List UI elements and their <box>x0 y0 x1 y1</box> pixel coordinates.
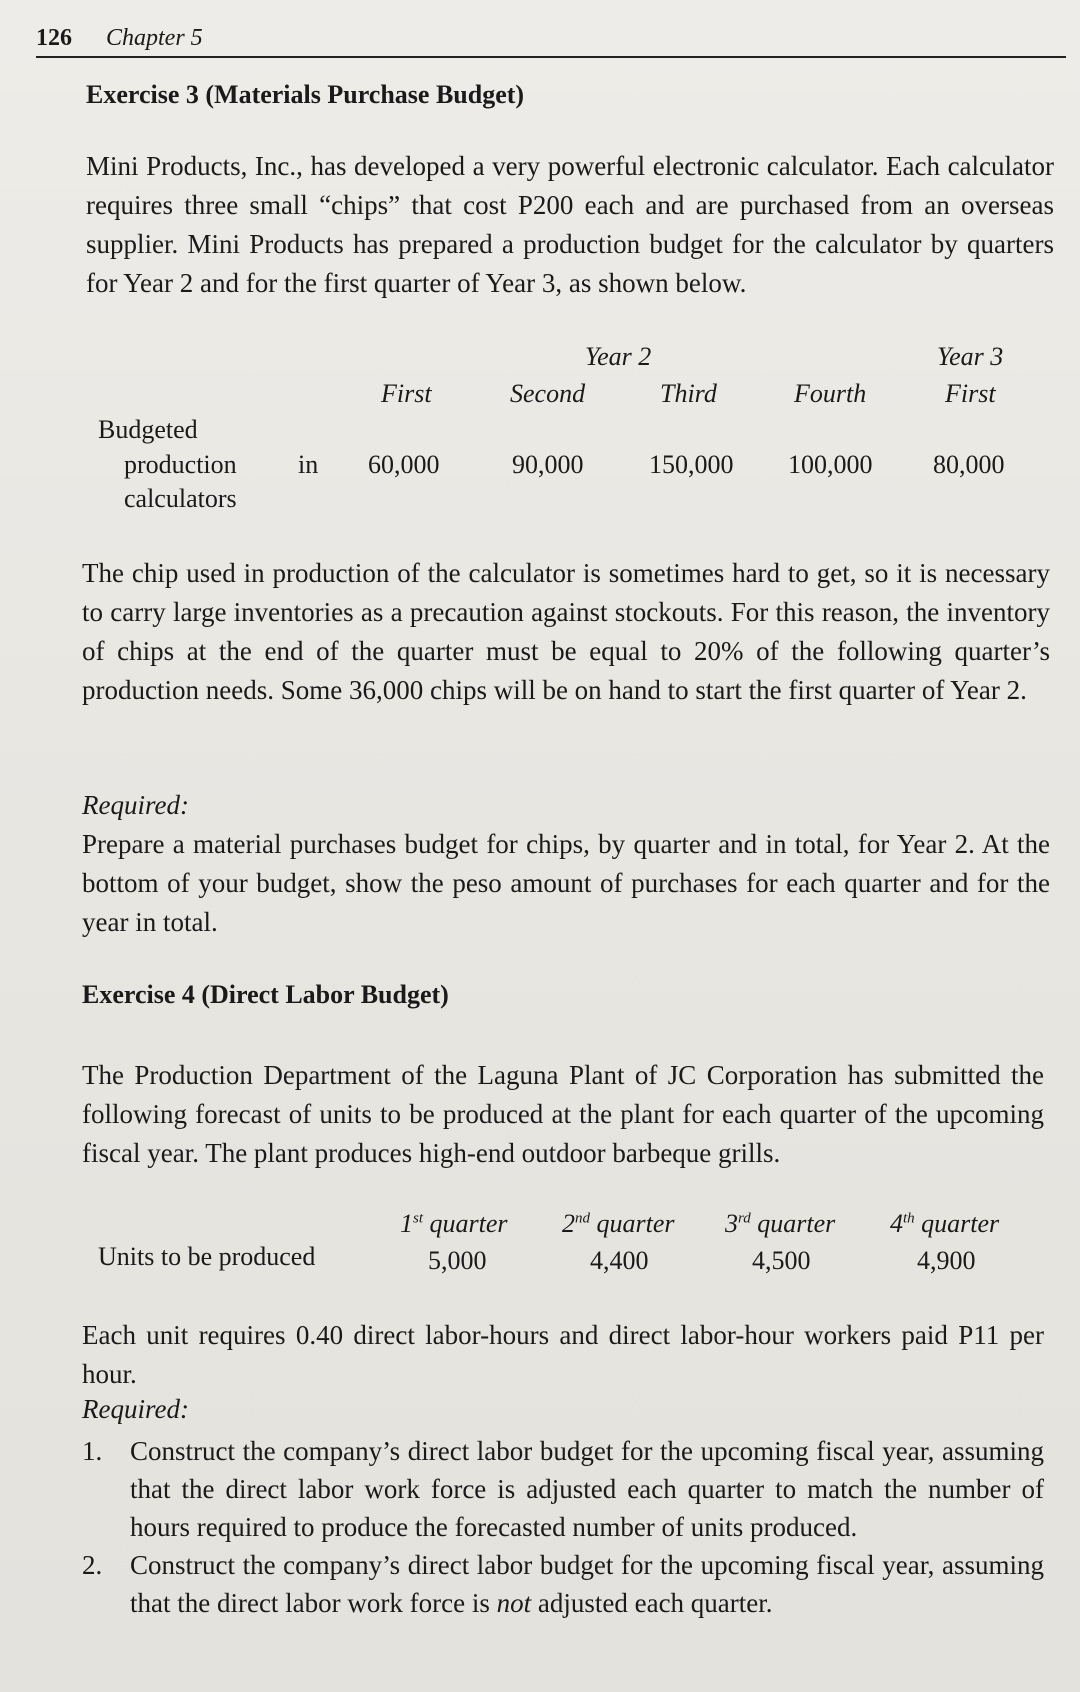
production-value: 150,000 <box>649 450 734 479</box>
exercise4-intro: The Production Department of the Laguna Plant of JC Corporation has submitted the following forecast of units to be produced at the plant for each quarter of the upcoming fiscal year. The plant produces high-end outdoor barbeque grills. <box>82 1060 1044 1168</box>
row-label-line3: calculators <box>124 484 237 513</box>
list-item-number: 1. <box>82 1436 103 1466</box>
exercise3-para2: The chip used in production of the calculator is sometimes hard to get, so it is necessary to carry large inventories as a precaution against stockouts. For this reason, the inventory of chips at the end of the quarter must be equal to 20% of the following quarter’s production needs. Some 36,000 chips will be on hand to start the first quarter of Year 2. <box>82 558 1050 705</box>
quarter-header: 3rd quarter <box>725 1209 836 1238</box>
page-header <box>36 18 1066 58</box>
quarter-header: First <box>945 379 996 408</box>
quarter-header: First <box>381 379 432 408</box>
exercise3-required-label: Required: <box>82 790 189 820</box>
units-row-label: Units to be produced <box>98 1242 316 1271</box>
units-value: 4,400 <box>590 1246 649 1275</box>
list-item-text: Construct the company’s direct labor budget for the upcoming fiscal year, assuming that the direct labor work force is adjusted each quarter to match the number of hours required to produce the forecasted number of units produced. <box>130 1436 1044 1542</box>
quarter-header: 2nd quarter <box>562 1209 675 1238</box>
quarter-header: Third <box>660 379 717 408</box>
list-item-text: Construct the company’s direct labor budget for the upcoming fiscal year, assuming that the direct labor work force is not adjusted each quarter. <box>130 1550 1044 1618</box>
exercise4-title: Exercise 4 (Direct Labor Budget) <box>82 980 449 1009</box>
exercise4-required-list <box>82 1432 1044 1622</box>
exercise4-required-label: Required: <box>82 1394 189 1424</box>
production-value: 60,000 <box>368 450 440 479</box>
units-value: 4,500 <box>752 1246 811 1275</box>
row-label-in: in <box>298 450 319 479</box>
production-value: 90,000 <box>512 450 584 479</box>
units-value: 4,900 <box>917 1246 976 1275</box>
units-value: 5,000 <box>428 1246 487 1275</box>
list-item <box>82 1546 1044 1622</box>
chapter-label: Chapter 5 <box>106 25 203 51</box>
exercise3-required-text: Prepare a material purchases budget for chips, by quarter and in total, for Year 2. At the bottom of your budget, show the peso amount of purchases for each quarter and for the year in total. <box>82 829 1050 937</box>
quarter-header: 1st quarter <box>400 1209 508 1238</box>
quarter-header: Second <box>510 379 586 408</box>
production-value: 100,000 <box>788 450 873 479</box>
quarter-header: 4th quarter <box>890 1209 1000 1238</box>
list-item <box>82 1432 1044 1546</box>
row-label-line2: production <box>124 450 237 479</box>
list-item-number: 2. <box>82 1550 103 1580</box>
year2-header: Year 2 <box>585 342 652 371</box>
page-number: 126 <box>36 25 72 51</box>
year3-header: Year 3 <box>937 342 1004 371</box>
quarter-header: Fourth <box>794 379 867 408</box>
row-label-line1: Budgeted <box>98 415 198 444</box>
exercise3-title: Exercise 3 (Materials Purchase Budget) <box>86 80 525 109</box>
exercise3-intro: Mini Products, Inc., has developed a very powerful electronic calculator. Each calculator requires three small “chips” that cost P200 each and are purchased from an overseas supplier. Mini Products has prepared a production budget for the calculator by quarters for Year 2 and for the first quarter of Year 3, as shown below. <box>86 151 1054 298</box>
production-value: 80,000 <box>933 450 1005 479</box>
exercise4-para2: Each unit requires 0.40 direct labor-hours and direct labor-hour workers paid P11 per hour. <box>82 1320 1044 1389</box>
